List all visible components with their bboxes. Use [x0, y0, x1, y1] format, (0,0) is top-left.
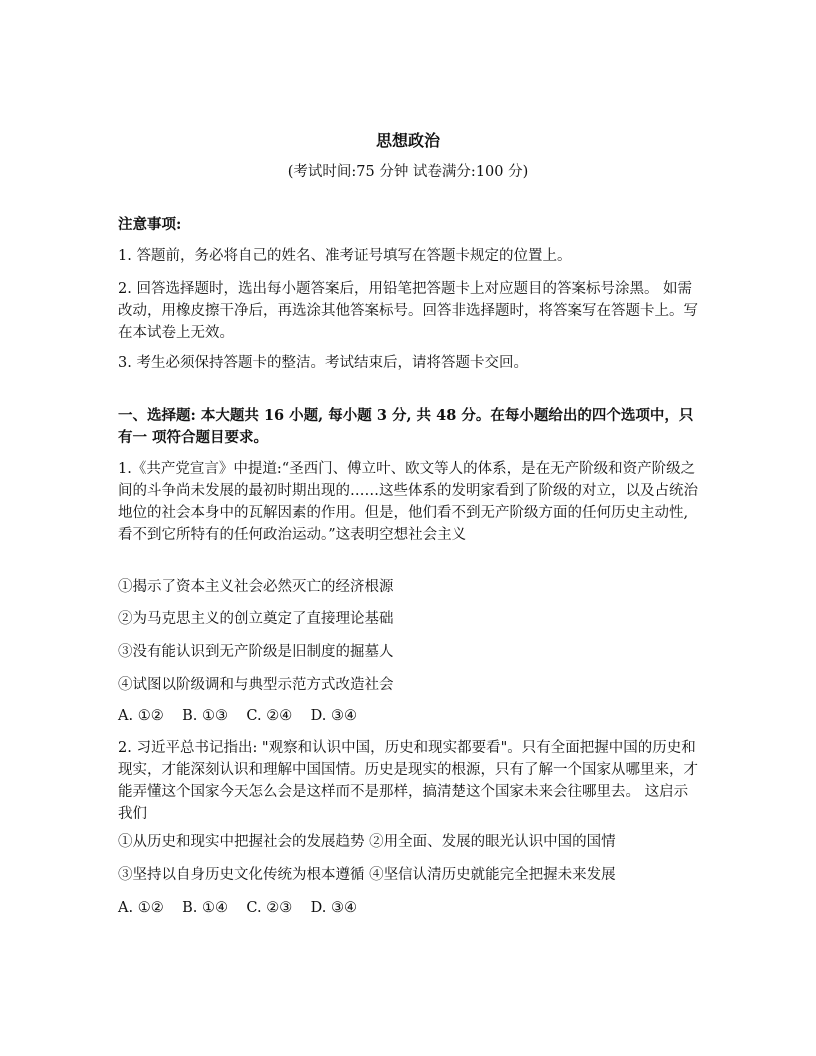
question-2-item-1: ①从历史和现实中把握社会的发展趋势 ②用全面、发展的眼光认识中国的国情: [118, 834, 616, 850]
exam-info: (考试时间:75 分钟 试卷满分:100 分): [287, 164, 529, 180]
notice-item-3: 3. 考生必须保持答题卡的整洁。考试结束后，请将答题卡交回。: [118, 355, 528, 371]
question-2-item-2: ③坚持以自身历史文化传统为根本遵循 ④坚信认清历史就能完全把握未来发展: [118, 867, 616, 883]
notice-heading: 注意事项:: [118, 216, 182, 233]
question-1-item-2: ②为马克思主义的创立奠定了直接理论基础: [118, 611, 394, 627]
notice-item-1: 1. 答题前，务必将自己的姓名、准考证号填写在答题卡规定的位置上。: [118, 248, 572, 264]
question-1-item-4: ④试图以阶级调和与典型示范方式改造社会: [118, 677, 394, 693]
question-2-stem: 2. 习近平总书记指出: "观察和认识中国，历史和现实都要看"。只有全面把握中国的历史和现实，才能深刻认识和理解中国国情。历史是现实的根源，只有了解一个国家从哪里来，才能弄懂这个国家今天怎么会是这样而不是那样，搞清楚这个国家未来会往哪里去。 这启示我们: [118, 740, 698, 822]
question-1-stem: 1.《共产党宣言》中提道:“圣西门、傅立叶、欧文等人的体系，是在无产阶级和资产阶级之间的斗争尚未发展的最初时期出现的……这些体系的发明家看到了阶级的对立，以及占统治地位的社会本身中的瓦解因素的作用。但是，他们看不到无产阶级方面的任何历史主动性,看不到它所特有的任何政治运动。”这表明空想社会主义: [118, 461, 698, 543]
question-1-item-3: ③没有能认识到无产阶级是旧制度的掘墓人: [118, 644, 394, 660]
page-title: 思想政治: [375, 131, 440, 150]
section-heading: 一、选择题: 本大题共 16 小题, 每小题 3 分, 共 48 分。在每小题给出的四个选项中，只有一 项符合题目要求。: [118, 407, 694, 446]
question-2-options: A. ①② B. ①④ C. ②③ D. ③④: [118, 900, 357, 916]
question-1-item-1: ①揭示了资本主义社会必然灭亡的经济根源: [118, 579, 394, 595]
question-1-options: A. ①② B. ①③ C. ②④ D. ③④: [118, 708, 357, 724]
notice-item-2: 2. 回答选择题时，选出每小题答案后，用铅笔把答题卡上对应题目的答案标号涂黑。 如需改动，用橡皮擦干净后，再选涂其他答案标号。回答非选择题时，将答案写在答题卡上。写在本试卷上无效。: [118, 281, 698, 341]
